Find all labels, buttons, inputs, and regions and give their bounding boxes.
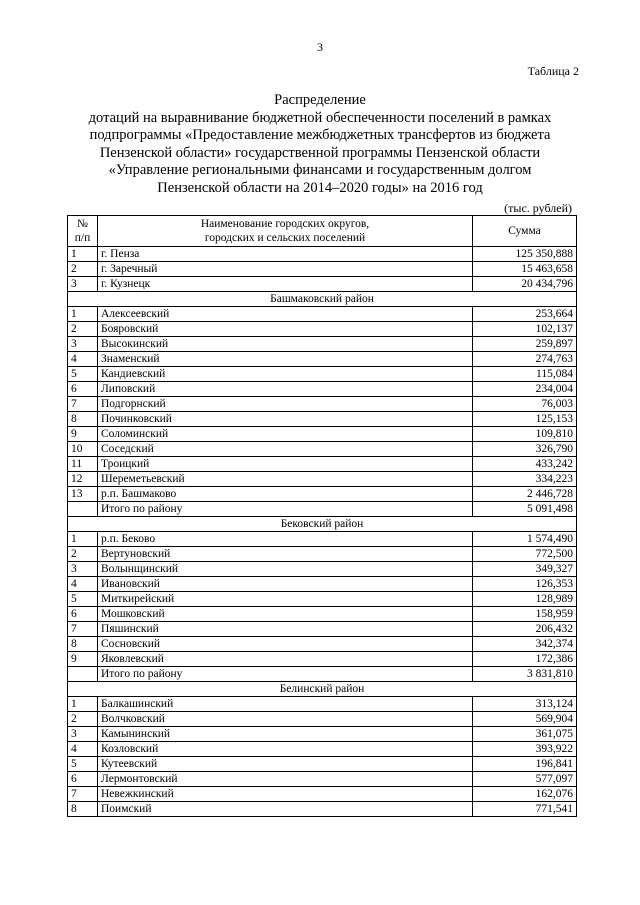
row-number: 2 [68,262,98,277]
row-sum: 771,541 [473,802,577,817]
table-row [68,412,577,427]
row-name: Поимский [98,802,473,817]
row-number: 6 [68,607,98,622]
table-row [68,367,577,382]
table-row [68,277,577,292]
table-row [68,307,577,322]
table-row [68,472,577,487]
table-label: Таблица 2 [527,64,579,78]
row-sum: 5 091,498 [473,502,577,517]
row-number: 1 [68,697,98,712]
row-name: Высокинский [98,337,473,352]
row-sum: 569,904 [473,712,577,727]
row-number [68,667,98,682]
row-name: Лермонтовский [98,772,473,787]
row-number: 11 [68,457,98,472]
row-sum: 126,353 [473,577,577,592]
row-sum: 172,386 [473,652,577,667]
row-number: 6 [68,772,98,787]
row-name: Починковский [98,412,473,427]
row-name: Подгорнский [98,397,473,412]
row-number: 4 [68,742,98,757]
table-row [68,397,577,412]
header-number [68,216,98,247]
row-name: Козловский [98,742,473,757]
row-number: 7 [68,622,98,637]
row-number: 2 [68,547,98,562]
row-number: 13 [68,487,98,502]
row-number: 2 [68,712,98,727]
table-row [68,607,577,622]
row-number: 4 [68,352,98,367]
table-row [68,322,577,337]
row-number: 1 [68,532,98,547]
row-sum: 3 831,810 [473,667,577,682]
row-number: 3 [68,727,98,742]
row-sum: 313,124 [473,697,577,712]
row-sum: 128,989 [473,592,577,607]
row-sum: 342,374 [473,637,577,652]
row-number: 3 [68,337,98,352]
row-name: Итого по району [98,667,473,682]
distribution-table [67,215,577,817]
row-sum: 158,959 [473,607,577,622]
row-number: 10 [68,442,98,457]
table-row [68,757,577,772]
row-name: Бояровский [98,322,473,337]
row-sum: 234,004 [473,382,577,397]
title-line: «Управление региональными финансами и государственным долгом [108,162,532,179]
row-name: Сосновский [98,637,473,652]
row-name: Волынщинский [98,562,473,577]
table-row [68,697,577,712]
row-name: Итого по району [98,502,473,517]
row-name: Невежкинский [98,787,473,802]
row-name: Соседский [98,442,473,457]
row-sum: 433,242 [473,457,577,472]
row-sum: 326,790 [473,442,577,457]
row-number: 9 [68,652,98,667]
row-name: Алексеевский [98,307,473,322]
row-name: Миткирейский [98,592,473,607]
table-row [68,577,577,592]
table-row [68,592,577,607]
row-sum: 2 446,728 [473,487,577,502]
table-row [68,532,577,547]
row-name: Мошковский [98,607,473,622]
header-name-line: городских и сельских поселений [204,232,366,244]
title-line: подпрограммы «Предоставление межбюджетных трансфертов из бюджета [89,127,551,144]
table-header-row [68,216,577,247]
row-sum: 1 574,490 [473,532,577,547]
table-row [68,547,577,562]
district-name: Башмаковский район [68,292,577,307]
table-row [68,802,577,817]
row-name: Вертуновский [98,547,473,562]
row-name: г. Кузнецк [98,277,473,292]
row-sum: 162,076 [473,787,577,802]
row-number: 8 [68,637,98,652]
table-row [68,637,577,652]
title-line: Распределение [274,92,366,108]
row-sum: 393,922 [473,742,577,757]
table-row [68,652,577,667]
row-name: Камынинский [98,727,473,742]
row-sum: 125,153 [473,412,577,427]
table-row [68,622,577,637]
row-number: 1 [68,307,98,322]
table-row [68,427,577,442]
table-row [68,262,577,277]
table-row [68,337,577,352]
row-number: 2 [68,322,98,337]
row-sum: 125 350,888 [473,247,577,262]
row-number [68,502,98,517]
table-row [68,382,577,397]
row-sum: 349,327 [473,562,577,577]
row-number: 6 [68,382,98,397]
header-name-line: Наименование городских округов, [200,218,370,230]
table-row [68,352,577,367]
row-number: 8 [68,802,98,817]
row-number: 12 [68,472,98,487]
row-sum: 577,097 [473,772,577,787]
row-number: 5 [68,367,98,382]
title-line: Пензенской области на 2014–2020 годы» на 2016 год [157,179,483,196]
row-name: Пяшинский [98,622,473,637]
row-sum: 334,223 [473,472,577,487]
district-header-row [68,292,577,307]
row-number: 5 [68,757,98,772]
row-number: 3 [68,277,98,292]
row-number: 1 [68,247,98,262]
row-sum: 115,084 [473,367,577,382]
row-name: Шереметьевский [98,472,473,487]
row-name: р.п. Беково [98,532,473,547]
row-sum: 361,075 [473,727,577,742]
district-total-row [68,667,577,682]
header-number-line: п/п [74,232,91,244]
row-name: Балкашинский [98,697,473,712]
district-total-row [68,502,577,517]
row-name: Кандиевский [98,367,473,382]
district-name: Белинский район [68,682,577,697]
row-name: Яковлевский [98,652,473,667]
row-number: 9 [68,427,98,442]
district-name: Бековский район [68,517,577,532]
row-name: Знаменский [98,352,473,367]
table-row [68,727,577,742]
row-sum: 206,432 [473,622,577,637]
row-sum: 196,841 [473,757,577,772]
header-name [98,216,473,247]
row-number: 8 [68,412,98,427]
table-row [68,562,577,577]
table-row [68,457,577,472]
row-name: р.п. Башмаково [98,487,473,502]
row-sum: 259,897 [473,337,577,352]
table-row [68,487,577,502]
row-sum: 15 463,658 [473,262,577,277]
table-row [68,247,577,262]
row-sum: 253,664 [473,307,577,322]
row-sum: 109,810 [473,427,577,442]
row-name: Волчковский [98,712,473,727]
table-row [68,772,577,787]
row-number: 7 [68,397,98,412]
header-sum: Сумма [473,216,577,247]
row-number: 7 [68,787,98,802]
row-number: 4 [68,577,98,592]
units-label: (тыс. рублей) [504,201,572,215]
row-number: 3 [68,562,98,577]
row-name: Ивановский [98,577,473,592]
table-row [68,787,577,802]
row-name: Троицкий [98,457,473,472]
district-header-row [68,682,577,697]
title-line: дотаций на выравнивание бюджетной обеспеченности поселений в рамках [88,109,552,126]
row-sum: 102,137 [473,322,577,337]
page-number: 3 [317,40,323,54]
row-name: Соломинский [98,427,473,442]
row-sum: 76,003 [473,397,577,412]
document-title [40,92,600,198]
row-name: Кутеевский [98,757,473,772]
table-body [68,247,577,817]
row-sum: 772,500 [473,547,577,562]
row-number: 5 [68,592,98,607]
table-row [68,442,577,457]
row-sum: 274,763 [473,352,577,367]
table-row [68,712,577,727]
row-name: г. Пенза [98,247,473,262]
district-header-row [68,517,577,532]
row-name: Липовский [98,382,473,397]
table-row [68,742,577,757]
row-name: г. Заречный [98,262,473,277]
row-sum: 20 434,796 [473,277,577,292]
title-line: Пензенской области» государственной программы Пензенской области [99,144,541,161]
header-number-line: № [77,218,88,230]
